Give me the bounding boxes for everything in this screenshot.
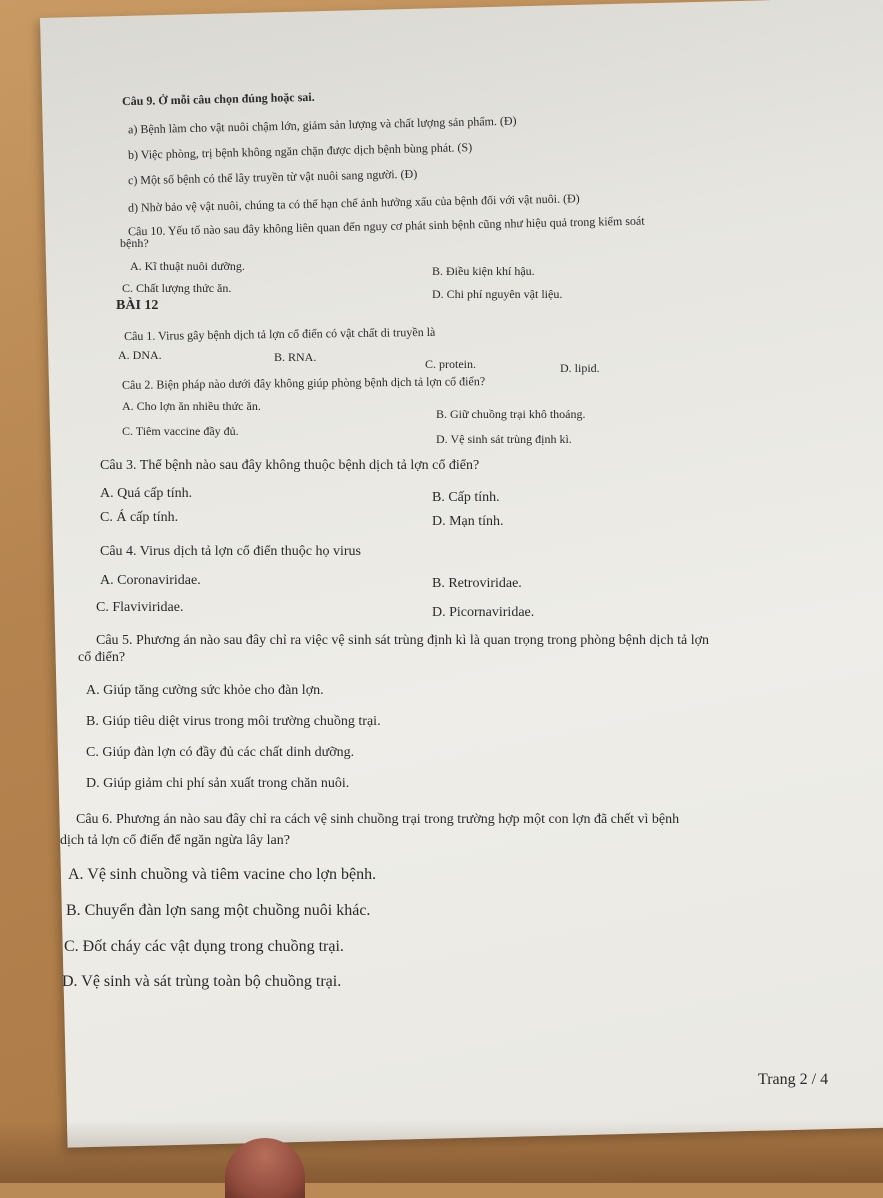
q5-option-a: A. Giúp tăng cường sức khỏe cho đàn lợn. <box>86 683 324 698</box>
q3-title: Câu 3. Thể bệnh nào sau đây không thuộc bệnh dịch tả lợn cổ điển? <box>100 458 480 473</box>
q3-option-a: A. Quá cấp tính. <box>100 486 193 501</box>
q1-option-b: B. RNA. <box>274 350 317 364</box>
page-number: Trang 2 / 4 <box>758 1071 829 1088</box>
q1-option-a: A. DNA. <box>118 348 162 362</box>
q10-option-c: C. Chất lượng thức ăn. <box>122 281 232 295</box>
q1-title: Câu 1. Virus gây bệnh dịch tả lợn cổ điển có vật chất di truyền là <box>123 324 436 344</box>
q4-title: Câu 4. Virus dịch tả lợn cổ điển thuộc họ virus <box>100 544 361 559</box>
q6-option-d: D. Vệ sinh và sát trùng toàn bộ chuồng trại. <box>62 973 342 990</box>
q10-line2: bệnh? <box>120 236 149 250</box>
q1-option-d: D. lipid. <box>560 361 600 375</box>
q2-option-d: D. Vệ sinh sát trùng định kì. <box>436 432 572 446</box>
q10-option-a: A. Kĩ thuật nuôi dưỡng. <box>130 259 245 273</box>
q4-option-a: A. Coronaviridae. <box>100 573 201 588</box>
q5-option-c: C. Giúp đàn lợn có đầy đủ các chất dinh dưỡng. <box>86 745 355 760</box>
q2-option-b: B. Giữ chuồng trại khô thoáng. <box>436 407 586 421</box>
q9-a: a) Bệnh làm cho vật nuôi chậm lớn, giảm sản lượng và chất lượng sản phẩm. (Đ) <box>127 113 517 137</box>
q4-option-b: B. Retroviridae. <box>432 576 522 591</box>
q5-line1: Câu 5. Phương án nào sau đây chỉ ra việc vệ sinh sát trùng định kì là quan trọng trong phòng bệnh dịch tả lợn <box>96 633 709 648</box>
q10-line1: Câu 10. Yếu tố nào sau đây không liên quan đến nguy cơ phát sinh bệnh cũng như hiệu quả trong kiểm soát <box>127 213 645 239</box>
section-heading: BÀI 12 <box>116 298 159 313</box>
q3-option-c: C. Á cấp tính. <box>100 510 179 525</box>
q6-line1: Câu 6. Phương án nào sau đây chỉ ra cách vệ sinh chuồng trại trong trường hợp một con lợn đã chết vì bệnh <box>76 812 680 827</box>
q6-line2: dịch tả lợn cổ điển để ngăn ngừa lây lan? <box>60 833 290 848</box>
q10-option-b: B. Điều kiện khí hậu. <box>432 264 535 278</box>
q6-option-a: A. Vệ sinh chuồng và tiêm vacine cho lợn bệnh. <box>68 866 377 883</box>
q2-option-c: C. Tiêm vaccine đầy đủ. <box>122 424 239 438</box>
q2-title: Câu 2. Biện pháp nào dưới đây không giúp phòng bệnh dịch tả lợn cổ điển? <box>121 374 486 392</box>
photo-shadow <box>0 1120 883 1183</box>
q2-option-a: A. Cho lợn ăn nhiều thức ăn. <box>122 399 261 413</box>
q6-option-b: B. Chuyển đàn lợn sang một chuồng nuôi khác. <box>66 902 371 919</box>
q9-d: d) Nhờ bảo vệ vật nuôi, chúng ta có thể hạn chế ảnh hưởng xấu của bệnh đối với vật nuôi. (Đ) <box>127 191 580 215</box>
q4-option-d: D. Picornaviridae. <box>432 605 535 620</box>
q10-option-d: D. Chi phí nguyên vật liệu. <box>432 287 563 301</box>
q5-option-b: B. Giúp tiêu diệt virus trong môi trường chuồng trại. <box>86 714 381 729</box>
q4-option-c: C. Flaviviridae. <box>96 600 184 615</box>
q9-c: c) Một số bệnh có thể lây truyền từ vật nuôi sang người. (Đ) <box>127 166 418 188</box>
q3-option-d: D. Mạn tính. <box>432 514 504 529</box>
q9-b: b) Việc phòng, trị bệnh không ngăn chặn được dịch bệnh bùng phát. (S) <box>127 140 473 162</box>
q5-option-d: D. Giúp giảm chi phí sản xuất trong chăn nuôi. <box>86 776 350 791</box>
q6-option-c: C. Đốt cháy các vật dụng trong chuồng trại. <box>64 938 344 955</box>
q3-option-b: B. Cấp tính. <box>432 490 500 505</box>
q9-title: Câu 9. Ở mỗi câu chọn đúng hoặc sai. <box>121 89 315 109</box>
q5-line2: cổ điển? <box>78 650 126 665</box>
q1-option-c: C. protein. <box>425 357 476 371</box>
